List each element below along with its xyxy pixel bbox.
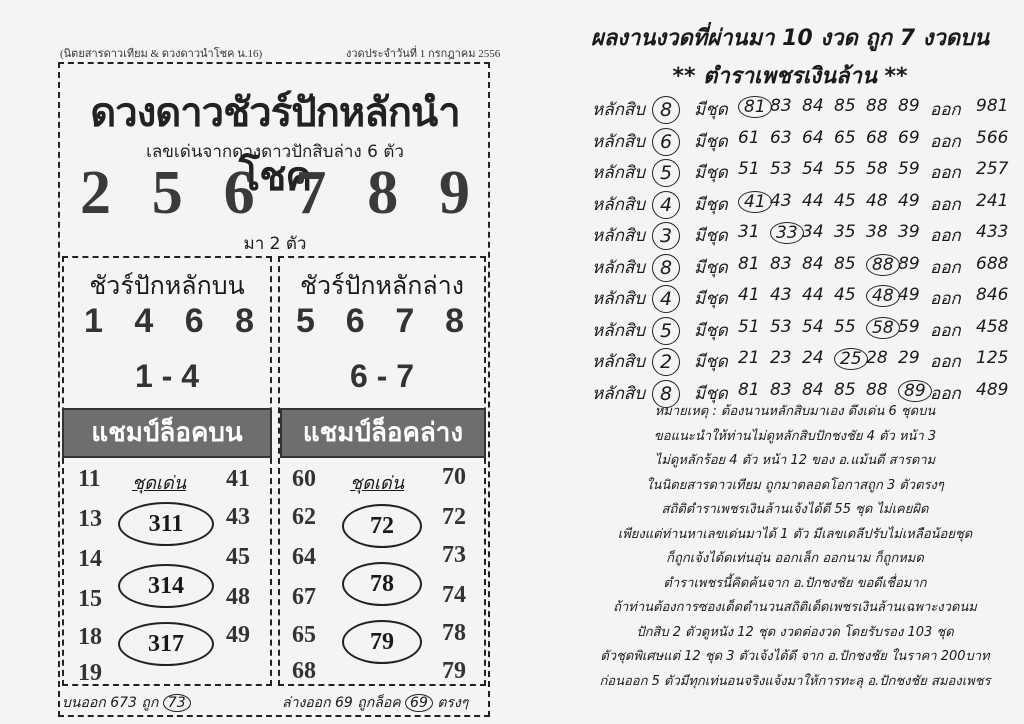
note-line: ปักสิบ 2 ตัวดูหนัง 12 ชุด งวดต่องวด โดยรับรอง 103 ชุด	[636, 624, 954, 640]
bottom-left-num: 60	[292, 466, 316, 492]
row-num: 51	[738, 159, 760, 179]
digit: 7	[295, 159, 327, 227]
row-result: 257	[976, 159, 1009, 179]
row-out-label: ออก	[930, 257, 961, 278]
row-out-label: ออก	[930, 352, 961, 372]
top-panel-digits	[84, 302, 254, 341]
row-num: 53	[770, 159, 792, 179]
bottom-oval-set: 78	[342, 562, 422, 606]
row-out-label: ออก	[930, 289, 961, 309]
row-label: หลักสิบ	[592, 163, 646, 183]
row-num: 41	[738, 191, 772, 213]
row-digit: 6	[652, 128, 680, 156]
footer-bottom-text: ล่างออก 69 ถูกล็อค	[282, 695, 401, 711]
row-num: 31	[738, 222, 760, 242]
row-num: 64	[802, 127, 824, 148]
row-num: 58	[866, 159, 888, 179]
row-num: 53	[770, 316, 792, 337]
note-line: เพียงแต่ท่านหาเลขเด่นมาได้ 1 ตัว มีเลขเดลีปรับไม่เหลือน้อยชุด	[617, 526, 973, 542]
result-row	[592, 317, 1012, 343]
result-row	[592, 254, 1012, 280]
bottom-panel-digits	[296, 302, 464, 341]
top-left-num: 14	[78, 546, 102, 572]
bottom-left-num: 64	[292, 544, 316, 570]
row-digit: 8	[652, 96, 680, 124]
top-left-num: 19	[78, 660, 102, 686]
row-num: 84	[802, 253, 824, 274]
note-line: ถ้าท่านต้องการซองเด็ดตำนวนสถิติเด็ดเพชรเงินล้านเฉพาะงวดนม	[613, 600, 977, 615]
top-left-num: 18	[78, 624, 102, 650]
row-digit: 5	[652, 317, 680, 345]
digit: 6	[184, 302, 204, 340]
top-right-num: 48	[226, 584, 250, 610]
note-line: ก็ถูกเจ้งได้ดเท่นอุ่น ออกเล็ก ออกนาม ก็ถูกหมด	[666, 551, 924, 566]
top-left-num: 13	[78, 506, 102, 532]
row-num: 81	[738, 379, 760, 400]
row-num: 83	[770, 96, 792, 116]
row-label: หลักสิบ	[592, 100, 646, 120]
bottom-right-num: 73	[442, 542, 466, 568]
row-digit: 8	[652, 380, 680, 408]
row-num: 84	[802, 379, 824, 400]
row-out-label: ออก	[930, 131, 961, 152]
note-line: ไม่ดูหลักร้อย 4 ตัว หน้า 12 ของ อ.แม้นดี สารตาม	[654, 453, 936, 468]
row-num: 48	[866, 190, 888, 211]
row-set-label: มีชุด	[694, 226, 728, 246]
top-right-num: 45	[226, 544, 250, 570]
row-result: 433	[976, 222, 1009, 242]
footer-bottom-hit: 69	[405, 694, 433, 712]
row-result: 458	[976, 316, 1009, 337]
top-panel-pair: 1 - 4	[134, 358, 200, 394]
bottom-left-num: 67	[292, 584, 316, 610]
row-num: 48	[866, 285, 900, 307]
footer-top-hit: 73	[163, 694, 191, 712]
row-num: 81	[738, 96, 772, 118]
row-digit: 3	[652, 222, 680, 250]
digit: 8	[367, 159, 399, 227]
row-label: หลักสิบ	[592, 226, 646, 246]
note-heading: หมายเหตุ : ต้องนานหลักสิบมาเอง ดึงเด่น 6 ชุดบน	[654, 404, 936, 419]
row-num: 28	[866, 348, 888, 368]
row-num: 63	[770, 127, 792, 148]
note-line: ตัวชุดพิเศษแต่ 12 ชุด 3 ตัวเจ้งได้ดี จาก อ.ปักชงชัย ในราคา 200บาท	[600, 649, 990, 664]
top-left-num: 11	[78, 466, 101, 492]
result-row	[592, 128, 1012, 154]
row-result: 566	[976, 127, 1009, 148]
bottom-banner: แชมป์ล็อคล่าง	[280, 408, 486, 458]
digit: 4	[134, 302, 154, 340]
row-result: 688	[976, 253, 1009, 274]
row-digit: 4	[652, 285, 680, 313]
result-row	[592, 191, 1012, 217]
bottom-right-num: 79	[442, 658, 466, 684]
note-line: สถิติตำราเพชรเงินล้านเจ้งได้ดี 55 ชุด ไม่เคยผิด	[661, 502, 929, 517]
row-num: 41	[738, 285, 760, 305]
row-num: 83	[770, 379, 792, 400]
row-num: 88	[866, 379, 888, 400]
row-num: 89	[898, 253, 920, 274]
bottom-oval-set: 79	[342, 620, 422, 664]
page-title: ดวงดาวชัวร์ปักหลักนำโชค	[90, 90, 460, 199]
row-num: 44	[802, 285, 824, 305]
bottom-right-num: 72	[442, 504, 466, 530]
result-row	[592, 96, 1012, 122]
row-digit: 8	[652, 254, 680, 282]
row-num: 24	[802, 348, 824, 368]
row-set-label: มีชุด	[694, 320, 728, 341]
digit: 9	[438, 159, 470, 227]
top-oval-set: 317	[118, 622, 214, 666]
row-label: หลักสิบ	[592, 131, 646, 152]
row-num: 88	[866, 96, 888, 116]
row-num: 45	[834, 285, 856, 305]
row-out-label: ออก	[930, 383, 961, 404]
row-set-label: มีชุด	[694, 194, 728, 215]
digit: 5	[296, 302, 315, 340]
top-set-label: ชุดเด่น	[132, 473, 187, 494]
note-line: ก่อนออก 5 ตัวมีทุกเท่นอนจริงแจ้งมาให้การทะลุ อ.ปักชงชัย สมองเพชร	[599, 673, 991, 689]
top-panel-title: ชัวร์ปักหลักบน	[89, 271, 245, 300]
row-num: 65	[834, 127, 856, 148]
footer-bottom-result	[282, 692, 468, 714]
footer-bottom-tail: ตรงๆ	[437, 695, 469, 711]
footer-top-result	[62, 692, 191, 714]
row-label: หลักสิบ	[592, 352, 646, 372]
row-set-label: มีชุด	[694, 131, 728, 152]
row-num: 25	[834, 348, 868, 370]
result-row	[592, 222, 1012, 248]
row-num: 51	[738, 316, 760, 337]
row-num: 85	[834, 96, 856, 116]
results-subtitle: ** ตำราเพชรเงินล้าน **	[672, 64, 908, 89]
top-left-num: 15	[78, 586, 102, 612]
note-line: ในนิตยสารดาวเทียม ถูกมาตลอดโอกาสถูก 3 ตัวตรงๆ	[646, 477, 944, 493]
row-digit: 4	[652, 191, 680, 219]
top-right-num: 43	[226, 504, 250, 530]
row-num: 88	[866, 254, 900, 276]
row-num: 45	[834, 190, 856, 211]
row-label: หลักสิบ	[592, 383, 646, 404]
digit: 1	[84, 302, 103, 340]
bottom-right-num: 78	[442, 620, 466, 646]
row-num: 84	[802, 96, 824, 116]
row-num: 54	[802, 159, 824, 179]
row-num: 49	[898, 285, 920, 305]
row-out-label: ออก	[930, 163, 961, 183]
row-num: 49	[898, 190, 920, 211]
digit: 8	[445, 302, 464, 340]
row-result: 241	[976, 190, 1009, 211]
row-num: 21	[738, 348, 760, 368]
row-num: 38	[866, 222, 888, 242]
bottom-panel-pair: 6 - 7	[349, 358, 415, 394]
row-result: 125	[976, 348, 1009, 368]
row-out-label: ออก	[930, 100, 961, 120]
row-num: 89	[898, 96, 920, 116]
bottom-set-label: ชุดเด่น	[350, 473, 405, 494]
row-label: หลักสิบ	[592, 257, 646, 278]
row-label: หลักสิบ	[592, 320, 646, 341]
row-num: 59	[898, 159, 920, 179]
come-count: มา 2 ตัว	[243, 234, 307, 254]
row-num: 89	[898, 380, 932, 402]
magazine-source: (นิตยสารดาวเทียม & ดวงดาวนำโชค น.16)	[60, 48, 263, 60]
row-out-label: ออก	[930, 194, 961, 215]
row-set-label: มีชุด	[694, 352, 728, 372]
row-set-label: มีชุด	[694, 163, 728, 183]
bottom-left-num: 68	[292, 658, 316, 684]
featured-digits	[80, 158, 470, 229]
row-label: หลักสิบ	[592, 194, 646, 215]
row-num: 61	[738, 127, 760, 148]
row-num: 85	[834, 379, 856, 400]
row-digit: 5	[652, 159, 680, 187]
top-oval-set: 314	[118, 564, 214, 608]
top-right-num: 41	[226, 466, 250, 492]
row-num: 83	[770, 253, 792, 274]
note-line: ตำราเพชรนี้คิดค้นจาก อ.ปักชงชัย ขอดีเชื่อมาก	[663, 575, 927, 591]
top-banner: แชมป์ล็อคบน	[62, 408, 272, 458]
result-row	[592, 159, 1012, 185]
top-right-num: 49	[226, 622, 250, 648]
row-num: 85	[834, 253, 856, 274]
row-num: 29	[898, 348, 920, 368]
row-num: 55	[834, 159, 856, 179]
row-num: 69	[898, 127, 920, 148]
bottom-right-num: 74	[442, 582, 466, 608]
row-num: 23	[770, 348, 792, 368]
row-set-label: มีชุด	[694, 100, 728, 120]
row-num: 33	[770, 222, 804, 244]
row-num: 39	[898, 222, 920, 242]
result-row	[592, 285, 1012, 311]
row-num: 68	[866, 127, 888, 148]
bottom-oval-set: 72	[342, 504, 422, 548]
digit: 5	[151, 159, 183, 227]
bottom-panel-title: ชัวร์ปักหลักล่าง	[300, 271, 464, 300]
row-label: หลักสิบ	[592, 289, 646, 309]
digit: 2	[80, 159, 111, 227]
issue-date: งวดประจำวันที่ 1 กรกฎาคม 2556	[346, 48, 501, 60]
bottom-left-num: 65	[292, 622, 316, 648]
footer-top-text: บนออก 673 ถูก	[62, 695, 159, 711]
result-row	[592, 348, 1012, 374]
digit: 7	[395, 302, 415, 340]
row-set-label: มีชุด	[694, 257, 728, 278]
row-num: 59	[898, 316, 920, 337]
row-num: 43	[770, 190, 792, 211]
row-digit: 2	[652, 348, 680, 376]
row-out-label: ออก	[930, 320, 961, 341]
page-subtitle: เลขเด่นจากดวงดาวปักสิบล่าง 6 ตัว	[146, 142, 404, 162]
note-line: ขอแนะนำให้ท่านไม่ดูหลักสิบปักชงชัย 4 ตัว หน้า 3	[653, 428, 937, 444]
row-num: 55	[834, 316, 856, 337]
top-oval-set: 311	[118, 502, 214, 546]
bottom-left-num: 62	[292, 504, 316, 530]
row-result: 846	[976, 285, 1009, 305]
results-title: ผลงานงวดที่ผ่านมา 10 งวด ถูก 7 งวดบน	[590, 26, 990, 51]
row-result: 981	[976, 96, 1009, 116]
row-set-label: มีชุด	[694, 383, 728, 404]
row-num: 54	[802, 316, 824, 337]
row-num: 34	[802, 222, 824, 242]
digit: 6	[345, 302, 365, 340]
row-num: 58	[866, 317, 900, 339]
digit: 6	[223, 159, 255, 227]
row-num: 44	[802, 190, 824, 211]
digit: 8	[235, 302, 254, 340]
row-num: 35	[834, 222, 856, 242]
bottom-right-num: 70	[442, 464, 466, 490]
row-result: 489	[976, 379, 1009, 400]
row-set-label: มีชุด	[694, 289, 728, 309]
row-out-label: ออก	[930, 226, 961, 246]
row-num: 81	[738, 253, 760, 274]
row-num: 43	[770, 285, 792, 305]
